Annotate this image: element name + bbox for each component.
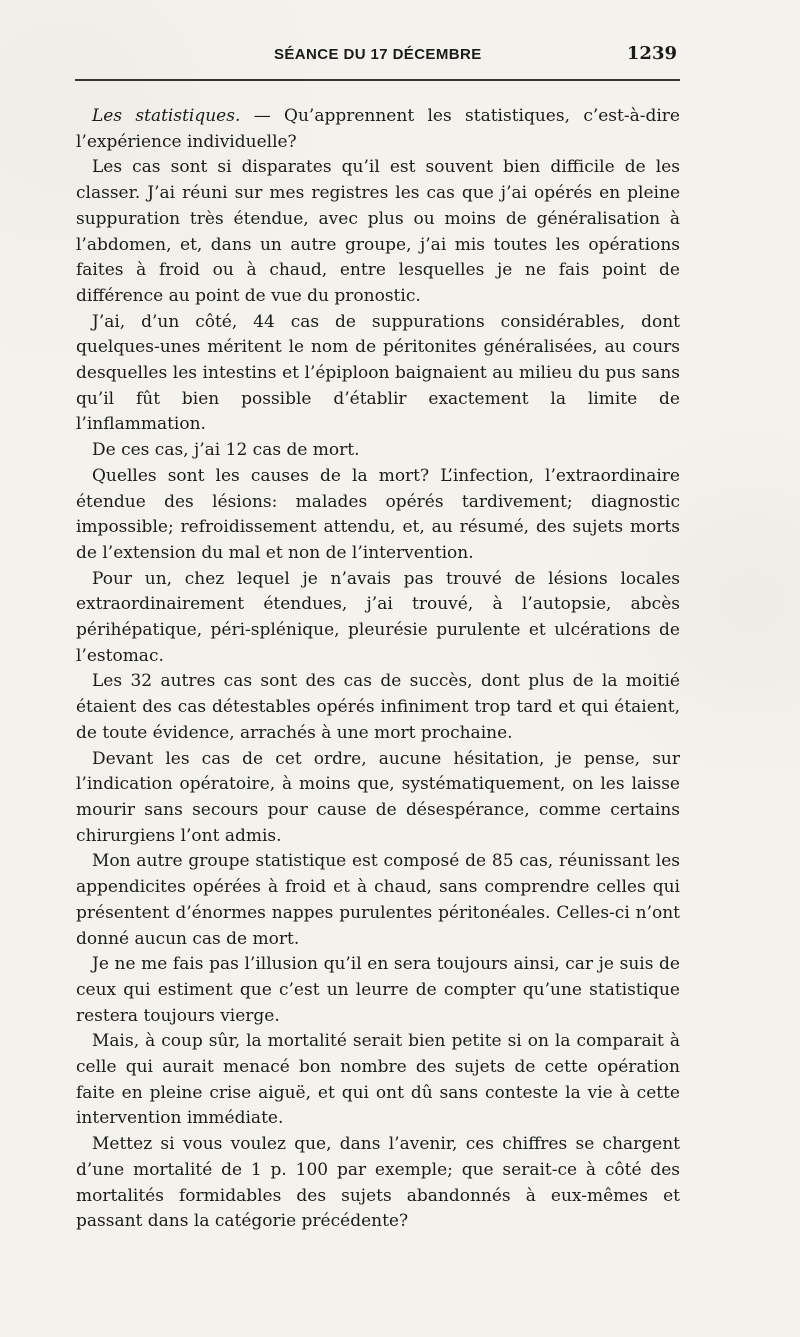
page-number: 1239 xyxy=(626,43,677,64)
paragraph-10: Mais, à coup sûr, la mortalité serait bien petite si on la comparait à celle qui aurait menacé bon nombre des sujets de cette opération faite en pleine crise aiguë, et qui ont dû sans conteste la vie à cette intervention immédiate. xyxy=(76,1031,680,1129)
paragraph-1: Les cas sont si disparates qu’il est souvent bien difficile de les classer. J’ai réuni sur mes registres les cas que j’ai opérés en pleine suppuration très étendue, avec plus ou moins de généralisation à l’abdomen, et, dans un autre groupe, j’ai mis toutes les opérations faites à froid ou à chaud, entre lesquelles je ne fais point de différence au point de vue du pronostic. xyxy=(76,157,680,306)
paragraph-9: Je ne me fais pas l’illusion qu’il en sera toujours ainsi, car je suis de ceux qui estiment que c’est un leurre de compter qu’une statistique restera toujours vierge. xyxy=(76,954,680,1026)
paragraph-3: De ces cas, j’ai 12 cas de mort. xyxy=(92,440,360,461)
article-text xyxy=(76,104,680,1235)
page-header xyxy=(75,38,680,68)
section-title: Les statistiques. xyxy=(92,106,241,126)
paragraph-8: Mon autre groupe statistique est composé de 85 cas, réunissant les appendicites opérées à froid et à chaud, sans comprendre celles qui présentent d’énormes nappes purulentes péritonéales. Celles-ci n’ont donné aucun cas de mort. xyxy=(76,851,680,949)
paragraph-4: Quelles sont les causes de la mort? L’infection, l’extraordinaire étendue des lésions: malades opérés tardivement; diagnostic impossible; refroidissement attendu, et, au résumé, des sujets morts de l’extension du mal et non de l’intervention. xyxy=(76,465,680,563)
paragraph-5: Pour un, chez lequel je n’avais pas trouvé de lésions locales extraordinairement étendues, j’ai trouvé, à l’autopsie, abcès périhépatique, péri-splénique, pleurésie purulente et ulcérations de l’estomac. xyxy=(76,568,680,666)
paragraph-6: Les 32 autres cas sont des cas de succès, dont plus de la moitié étaient des cas détestables opérés infiniment trop tard et qui étaient, de toute évidence, arrachés à une mort prochaine. xyxy=(76,671,680,743)
section-intro xyxy=(76,104,680,155)
paragraph-11: Mettez si vous voulez que, dans l’avenir, ces chiffres se chargent d’une mortalité de 1 p. 100 par exemple; que serait-ce à côté des mortalités formidables des sujets abandonnés à eux-mêmes et passant dans la catégorie précédente? xyxy=(76,1134,680,1232)
section-intro-text: — Qu’apprennent les statistiques, c’est-à-dire l’expérience individuelle? xyxy=(76,106,680,152)
paragraph-2: J’ai, d’un côté, 44 cas de suppurations considérables, dont quelques-unes méritent le nom de péritonites généralisées, au cours desquelles les intestins et l’épiploon baignaient au milieu du pus sans qu’il fût bien possible d’établir exactement la limite de l’inflammation. xyxy=(76,311,680,435)
paragraph-7: Devant les cas de cet ordre, aucune hésitation, je pense, sur l’indication opératoire, à moins que, systématiquement, on les laisse mourir sans secours pour cause de désespérance, comme certains chirurgiens l’ont admis. xyxy=(76,748,680,846)
header-rule xyxy=(75,79,680,81)
running-title: SÉANCE DU 17 DÉCEMBRE xyxy=(274,46,482,63)
